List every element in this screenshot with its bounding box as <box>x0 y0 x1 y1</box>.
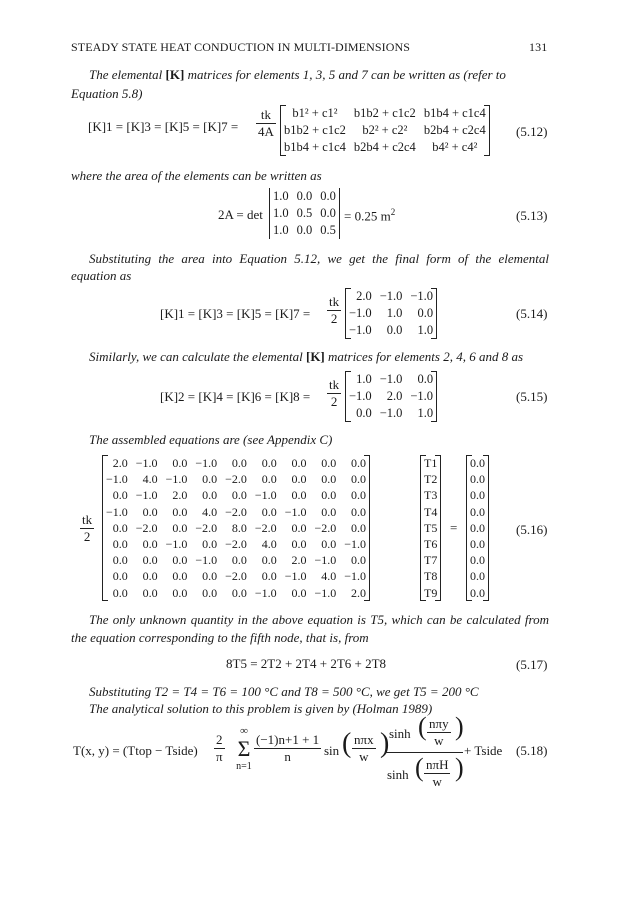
matrix-cell: −1.0 <box>135 456 158 470</box>
matrix-cell: 0.0 <box>351 456 367 470</box>
matrix-cell: 2.0 <box>291 553 307 568</box>
matrix-cell: 0.0 <box>112 585 128 600</box>
eq-5-16-equals: = <box>450 520 458 535</box>
paragraph-1: The elemental [K] matrices for elements 1, 3, 5 and 7 can be written as (refer to <box>89 67 506 82</box>
matrix-cell: 0.0 <box>112 537 128 552</box>
matrix-cell: −2.0 <box>254 520 277 535</box>
matrix-cell: 0.0 <box>321 488 337 503</box>
paragraph-7: Substituting T2 = T4 = T6 = 100 °C and T8 = 500 °C, we get T5 = 200 °C <box>89 684 479 699</box>
eq-5-14-number: (5.14) <box>516 306 548 321</box>
matrix-cell: −1.0 <box>349 306 372 320</box>
matrix-cell: 0.0 <box>351 520 367 535</box>
matrix-cell: −2.0 <box>195 520 218 535</box>
matrix-cell: b1b2 + c1c2 <box>284 123 346 137</box>
eq-5-18-plus-tside: + Tside <box>464 743 503 758</box>
matrix-cell: 2.0 <box>356 289 372 303</box>
matrix-cell: 1.0 <box>273 189 289 203</box>
matrix-cell: 0.0 <box>261 504 277 519</box>
matrix-cell: −1.0 <box>284 569 307 584</box>
eq-5-13-number: (5.13) <box>516 208 548 223</box>
eq-5-17: 8T5 = 2T2 + 2T4 + 2T6 + 2T8 <box>226 656 387 671</box>
matrix-cell: 0.0 <box>112 553 128 568</box>
matrix-cell: 0.0 <box>291 472 307 487</box>
matrix-cell: 4.0 <box>202 504 218 519</box>
matrix-cell: −1.0 <box>379 372 403 386</box>
matrix-cell: 0.0 <box>172 520 188 535</box>
paragraph-3: Substituting the area into Equation 5.12, we get the final form of the elemental <box>89 251 549 266</box>
matrix-cell: −1.0 <box>254 585 277 600</box>
matrix-cell: 0.0 <box>172 504 188 519</box>
eq-5-13-lhs: 2A = det <box>218 207 263 222</box>
matrix-cell: 0.0 <box>351 472 367 487</box>
matrix-cell: 0.0 <box>172 456 188 470</box>
eq-5-14-matrix <box>345 288 437 339</box>
matrix-cell: 0.0 <box>470 537 485 552</box>
matrix-cell: −1.0 <box>165 472 188 487</box>
matrix-cell: 1.0 <box>356 372 372 386</box>
matrix-cell: −2.0 <box>135 520 158 535</box>
matrix-cell: b4² + c4² <box>432 140 478 154</box>
eq-5-12-coef: $\frac{tk}{4A}$ <box>258 107 274 139</box>
matrix-cell: 0.5 <box>296 206 313 220</box>
matrix-cell: b2b4 + c2c4 <box>423 123 486 137</box>
paragraph-3-cont: equation as <box>71 268 132 283</box>
eq-5-15-coef: $\frac{tk}{2}$ <box>329 377 340 409</box>
eq-5-16-rhs-vector <box>466 455 489 601</box>
eq-5-18-sign-fraction: $\frac{(-1)n+1 + 1}{n}$ <box>256 732 320 764</box>
matrix-cell: b1b4 + c1c4 <box>423 106 486 120</box>
matrix-cell: T5 <box>424 520 438 535</box>
eq-5-18-summation: ∞ Σ n=1 <box>236 725 252 772</box>
paragraph-2: where the area of the elements can be written as <box>71 168 322 183</box>
matrix-cell: 0.0 <box>320 189 336 203</box>
eq-5-15-lhs: [K]2 = [K]4 = [K]6 = [K]8 = <box>160 389 311 404</box>
matrix-cell: −1.0 <box>106 472 128 487</box>
matrix-cell: 0.0 <box>321 472 337 487</box>
matrix-cell: 0.0 <box>172 553 188 568</box>
page-number: 131 <box>529 40 548 54</box>
paragraph-6: The only unknown quantity in the above equation is T5, which can be calculated from <box>89 612 549 627</box>
matrix-cell: −1.0 <box>284 504 307 519</box>
eq-5-18-sin: sin <box>324 743 340 758</box>
eq-5-18-sinh-ratio: sinh ( $\frac{\text{nπy}}{w}$ ) sinh ( $\frac{\text{nπH}}{w}$ ) <box>387 712 464 789</box>
matrix-cell: 0.0 <box>386 323 403 337</box>
matrix-cell: 0.0 <box>291 456 307 470</box>
matrix-cell: 0.0 <box>202 537 218 552</box>
matrix-cell: 1.0 <box>417 323 434 337</box>
matrix-cell: 0.0 <box>142 553 158 568</box>
matrix-cell: 0.0 <box>261 569 277 584</box>
matrix-cell: 0.0 <box>321 456 337 470</box>
paragraph-5: The assembled equations are (see Appendix C) <box>89 432 333 447</box>
matrix-cell: T3 <box>424 488 438 503</box>
matrix-cell: 0.0 <box>470 569 485 584</box>
matrix-cell: 0.0 <box>112 520 128 535</box>
matrix-cell: −1.0 <box>344 537 367 552</box>
matrix-cell: 0.5 <box>320 223 336 237</box>
matrix-cell: 0.0 <box>231 488 247 503</box>
matrix-cell: 0.0 <box>470 585 485 600</box>
eq-5-14-lhs: [K]1 = [K]3 = [K]5 = [K]7 = <box>160 306 311 321</box>
matrix-cell: −1.0 <box>165 537 188 552</box>
matrix-cell: −1.0 <box>344 569 367 584</box>
eq-5-12-matrix <box>280 105 490 156</box>
eq-5-12-number: (5.12) <box>516 124 548 139</box>
matrix-cell: 1.0 <box>386 306 403 320</box>
matrix-cell: 0.0 <box>142 537 158 552</box>
matrix-cell: 0.0 <box>172 569 188 584</box>
matrix-cell: 4.0 <box>261 537 277 552</box>
matrix-cell: 0.0 <box>261 456 277 470</box>
eq-5-18-sin-arg: $\frac{\text{nπx}}{w}$ <box>354 732 374 764</box>
matrix-cell: 0.0 <box>202 569 218 584</box>
matrix-cell: 0.0 <box>470 520 485 535</box>
eq-5-18-two-over-pi: $\frac{2}{\pi}$ <box>216 732 223 764</box>
matrix-cell: 0.0 <box>142 585 158 600</box>
matrix-cell: 0.0 <box>321 504 337 519</box>
matrix-cell: 2.0 <box>172 488 188 503</box>
matrix-cell: −1.0 <box>379 289 403 303</box>
matrix-cell: T8 <box>424 569 438 584</box>
matrix-cell: 0.0 <box>231 585 247 600</box>
eq-5-16-coef: $\frac{tk}{2}$ <box>82 512 93 544</box>
matrix-cell: 0.0 <box>321 537 337 552</box>
matrix-cell: −2.0 <box>225 537 247 552</box>
matrix-cell: 1.0 <box>273 206 289 220</box>
matrix-cell: 0.0 <box>320 206 336 220</box>
matrix-cell: 0.0 <box>470 472 485 487</box>
matrix-cell: b2² + c2² <box>362 123 408 137</box>
matrix-cell: −1.0 <box>106 504 128 519</box>
matrix-cell: 0.0 <box>142 569 158 584</box>
matrix-cell: 0.0 <box>112 488 128 503</box>
eq-5-16-temperature-vector <box>420 455 441 601</box>
matrix-cell: −2.0 <box>314 520 337 535</box>
matrix-cell: −1.0 <box>254 488 277 503</box>
eq-5-18-sin-paren-close: ) <box>380 728 390 759</box>
matrix-cell: 4.0 <box>142 472 158 487</box>
eq-5-15-number: (5.15) <box>516 389 548 404</box>
matrix-cell: 2.0 <box>112 456 128 470</box>
matrix-cell: −1.0 <box>195 553 218 568</box>
running-header: STEADY STATE HEAT CONDUCTION IN MULTI-DIMENSIONS <box>71 40 411 54</box>
matrix-cell: 0.0 <box>417 372 434 386</box>
paragraph-1-cont: Equation 5.8) <box>71 86 143 101</box>
matrix-cell: −2.0 <box>225 472 247 487</box>
eq-5-18-number: (5.18) <box>516 743 548 758</box>
matrix-cell: 0.0 <box>261 553 277 568</box>
matrix-cell: T1 <box>424 456 438 470</box>
matrix-cell: T7 <box>424 553 438 568</box>
eq-5-16-number: (5.16) <box>516 522 548 537</box>
eq-5-13-rhs: = 0.25 $m^2$ <box>344 207 396 224</box>
matrix-cell: 0.0 <box>470 488 485 503</box>
eq-5-16-matrix <box>102 455 370 601</box>
eq-5-18-lhs: T(x, y) = (Ttop − Tside) <box>73 743 198 758</box>
eq-5-13-determinant <box>269 188 340 239</box>
matrix-cell: b2b4 + c2c4 <box>353 140 416 154</box>
matrix-cell: −1.0 <box>349 323 372 337</box>
paragraph-4: Similarly, we can calculate the elemental [K] matrices for elements 2, 4, 6 and 8 as <box>89 349 523 364</box>
matrix-cell: 0.0 <box>417 306 434 320</box>
matrix-cell: T6 <box>424 537 438 552</box>
matrix-cell: −2.0 <box>225 569 247 584</box>
matrix-cell: 0.0 <box>470 504 485 519</box>
matrix-cell: 0.0 <box>112 569 128 584</box>
matrix-cell: −1.0 <box>349 389 372 403</box>
matrix-cell: b1² + c1² <box>292 106 338 120</box>
matrix-cell: 0.0 <box>291 537 307 552</box>
matrix-cell: 0.0 <box>351 488 367 503</box>
matrix-cell: −2.0 <box>225 504 247 519</box>
matrix-cell: −1.0 <box>135 488 158 503</box>
matrix-cell: 0.0 <box>296 189 313 203</box>
matrix-cell: 0.0 <box>351 504 367 519</box>
matrix-cell: −1.0 <box>314 553 337 568</box>
matrix-cell: 0.0 <box>202 472 218 487</box>
matrix-cell: 0.0 <box>470 553 485 568</box>
matrix-cell: 4.0 <box>321 569 337 584</box>
matrix-cell: 0.0 <box>202 585 218 600</box>
matrix-cell: 0.0 <box>291 520 307 535</box>
matrix-cell: b1b4 + c1c4 <box>284 140 346 154</box>
matrix-cell: −1.0 <box>314 585 337 600</box>
matrix-cell: 0.0 <box>261 472 277 487</box>
matrix-cell: T2 <box>424 472 438 487</box>
matrix-cell: −1.0 <box>379 406 403 420</box>
matrix-cell: 0.0 <box>231 456 247 470</box>
matrix-cell: 0.0 <box>351 553 367 568</box>
matrix-cell: b1b2 + c1c2 <box>353 106 416 120</box>
eq-5-17-number: (5.17) <box>516 657 548 672</box>
matrix-cell: 1.0 <box>273 223 289 237</box>
matrix-cell: −1.0 <box>195 456 218 470</box>
matrix-cell: 0.0 <box>202 488 218 503</box>
matrix-cell: 2.0 <box>386 389 403 403</box>
matrix-cell: 0.0 <box>142 504 158 519</box>
eq-5-14-coef: $\frac{tk}{2}$ <box>329 294 340 326</box>
matrix-cell: 0.0 <box>356 406 372 420</box>
eq-5-12-lhs: [K]1 = [K]3 = [K]5 = [K]7 = <box>88 119 239 134</box>
matrix-cell: 0.0 <box>291 488 307 503</box>
matrix-cell: 0.0 <box>231 553 247 568</box>
matrix-cell: 2.0 <box>351 585 367 600</box>
matrix-cell: 0.0 <box>291 585 307 600</box>
paragraph-6-cont: the equation corresponding to the fifth node, that is, from <box>71 630 369 645</box>
eq-5-15-matrix <box>345 371 437 422</box>
matrix-cell: 0.0 <box>296 223 313 237</box>
matrix-cell: −1.0 <box>410 389 434 403</box>
paragraph-8: The analytical solution to this problem is given by (Holman 1989) <box>89 701 433 716</box>
matrix-cell: −1.0 <box>410 289 434 303</box>
eq-5-18-sin-paren-open: ( <box>342 728 352 759</box>
matrix-cell: 8.0 <box>231 520 247 535</box>
matrix-cell: 0.0 <box>470 456 485 470</box>
matrix-cell: 1.0 <box>417 406 434 420</box>
matrix-cell: T4 <box>424 504 438 519</box>
matrix-cell: 0.0 <box>172 585 188 600</box>
matrix-cell: T9 <box>424 585 438 600</box>
